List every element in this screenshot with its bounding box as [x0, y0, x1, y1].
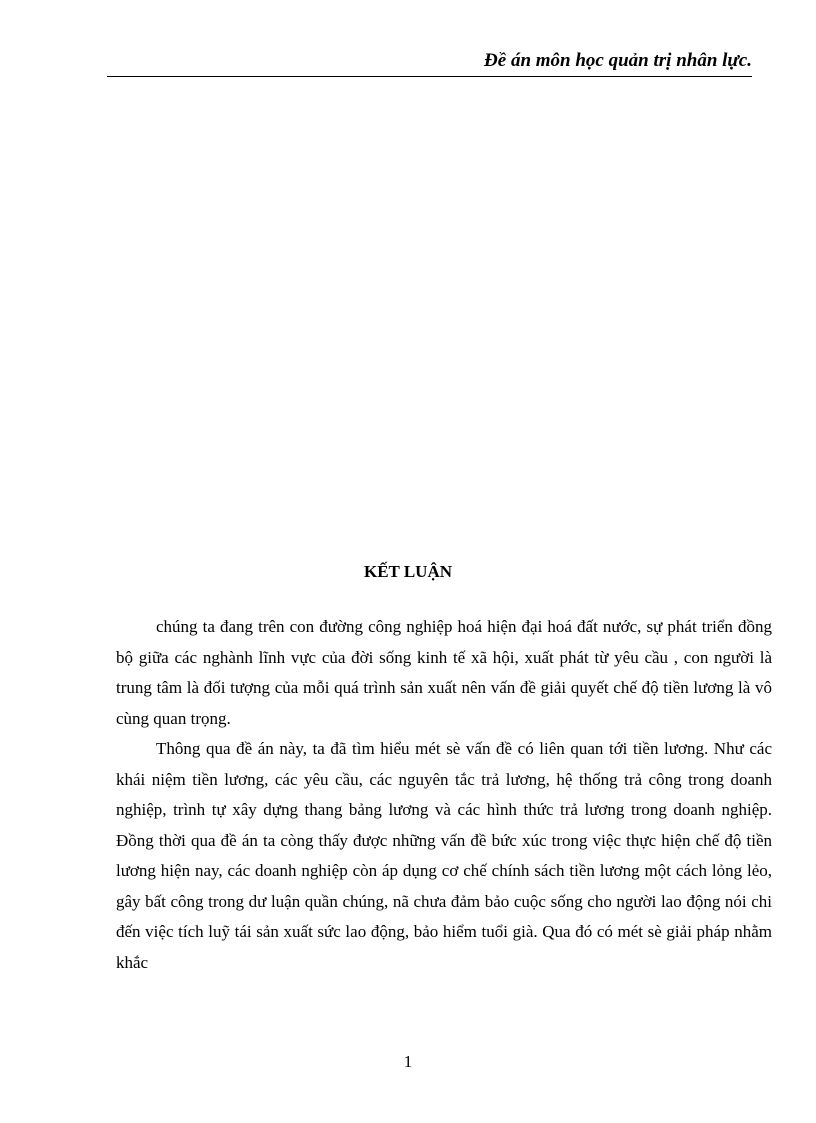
body-text [116, 612, 772, 978]
section-title: KẾT LUẬN [363, 562, 452, 581]
paragraph: Thông qua đề án này, ta đã tìm hiểu mét sè vấn đề có liên quan tới tiền lương. Như các khái niệm tiền lương, các yêu cầu, các nguyên tắc trả lương, hệ thống trả công trong doanh nghiệp, trình tự xây dựng thang bảng lương và các hình thức trả lương trong doanh nghiệp. Đồng thời qua đề án ta còng thấy được những vấn đề bức xúc trong việc thực hiện chế độ tiền lương hiện nay, các doanh nghiệp còn áp dụng cơ chế chính sách tiền lương một cách lỏng lẻo, gây bất công trong dư luận quần chúng, nã chưa đảm bảo cuộc sống cho người lao động nói chi đến việc tích luỹ tái sản xuất sức lao động, bảo hiểm tuổi già. Qua đó có mét sè giải pháp nhằm khắc [116, 739, 772, 972]
running-header [107, 50, 752, 77]
paragraph: chúng ta đang trên con đường công nghiệp hoá hiện đại hoá đất nước, sự phát triển đồng bộ giữa các nghành lĩnh vực của đời sống kinh tế xã hội, xuất phát từ yêu cầu , con người là trung tâm là đối tượng của mỗi quá trình sản xuất nên vấn đề giải quyết chế độ tiền lương là vô cùng quan trọng. [116, 617, 772, 728]
page-number: 1 [403, 1052, 413, 1071]
header-title: Đề án môn học quản trị nhân lực. [484, 50, 752, 71]
